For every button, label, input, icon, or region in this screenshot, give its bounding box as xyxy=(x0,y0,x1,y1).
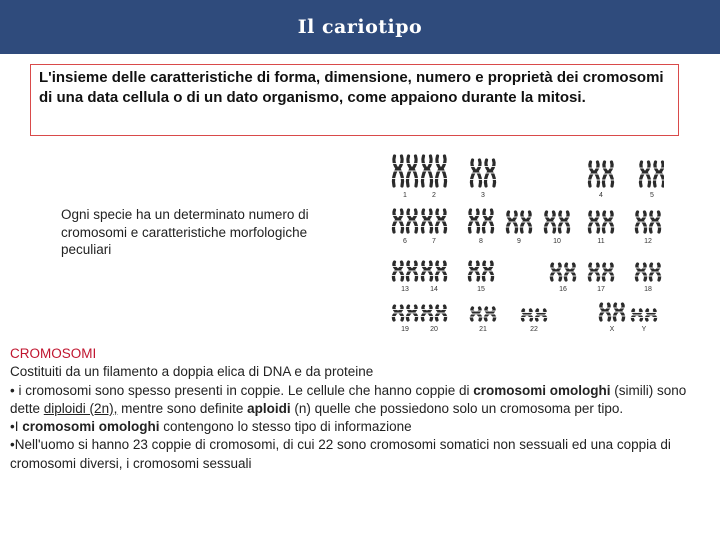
chromosome-pair xyxy=(421,156,447,186)
chromosome-label: 16 xyxy=(559,286,567,293)
chromosome-pair xyxy=(392,156,418,186)
chromosome-pair xyxy=(392,262,418,280)
chromosome-pair xyxy=(588,264,614,280)
title-bar xyxy=(0,0,720,54)
body-text xyxy=(10,345,710,473)
text-segment: (simili) sono dette xyxy=(10,382,687,416)
chromosome-pair xyxy=(550,264,576,280)
chromosome-pair xyxy=(470,160,496,186)
chromosome-label: 14 xyxy=(430,286,438,293)
chromosome-label: 5 xyxy=(650,192,654,199)
chromosome-pair xyxy=(635,264,661,280)
paragraph-human: •Nell'uomo si hanno 23 coppie di cromosomi, di cui 22 sono cromosomi somatici non sessuali ed una coppia di cromosomi diversi, i cromosomi sessuali xyxy=(10,437,671,471)
chromosome-label: 21 xyxy=(479,326,487,333)
definition-line: Costituiti da un filamento a doppia elica di DNA e da proteine xyxy=(10,364,374,380)
bold-term: cromosomi omologhi xyxy=(473,382,611,398)
chromosome-label: Y xyxy=(641,326,647,333)
chromosome-pair xyxy=(588,212,614,232)
paragraph-pairs xyxy=(10,382,710,419)
karyotype-figure xyxy=(386,150,664,334)
chromosome-pair xyxy=(392,306,418,320)
chromosome-label: 15 xyxy=(477,286,485,293)
chromosome-label: 11 xyxy=(597,238,605,245)
text-segment: • i cromosomi sono spesso presenti in coppie. Le cellule che hanno coppie di xyxy=(10,382,474,398)
chromosome-pair xyxy=(421,262,447,280)
chromosome-label: 10 xyxy=(553,238,561,245)
karyotype-image xyxy=(386,150,664,334)
chromosome-label: 19 xyxy=(401,326,409,333)
chromosome-pair xyxy=(588,162,614,186)
chromosome-label: 12 xyxy=(644,238,652,245)
chromosome-label: 8 xyxy=(479,238,483,245)
definition-box: L'insieme delle caratteristiche di forma, dimensione, numero e proprietà dei cromosomi di una data cellula o di un dato organismo, come appaiono durante la mitosi. xyxy=(30,64,679,136)
chromosome-label: X xyxy=(609,326,615,333)
underlined-term: diploidi (2n), xyxy=(43,400,118,416)
chromosome-pair xyxy=(470,308,496,320)
chromosome-label: 13 xyxy=(401,286,409,293)
chromosome-label: 7 xyxy=(432,238,436,245)
chromosome-label: 9 xyxy=(517,238,521,245)
chromosome-label: 1 xyxy=(403,192,407,199)
chromosome-pair xyxy=(521,310,547,320)
chromosome-label: 22 xyxy=(530,326,538,333)
chromosome-pair xyxy=(631,310,657,320)
chromosome-label: 17 xyxy=(597,286,605,293)
page-title: Il cariotipo xyxy=(297,16,423,38)
chromosome-label: 4 xyxy=(599,192,603,199)
chromosome-pair xyxy=(544,212,570,232)
text-segment: (n) quelle che possiedono solo un cromosoma per tipo. xyxy=(290,400,624,416)
chromosome-pair xyxy=(639,162,664,186)
chromosome-pair xyxy=(468,262,494,280)
chromosome-label: 2 xyxy=(432,192,436,199)
text-segment: contengono lo stesso tipo di informazione xyxy=(159,419,412,435)
chromosome-label: 20 xyxy=(430,326,438,333)
section-heading: CROMOSOMI xyxy=(10,346,97,361)
species-note: Ogni specie ha un determinato numero di cromosomi e caratteristiche morfologiche peculiari xyxy=(61,207,309,257)
chromosome-pair xyxy=(421,306,447,320)
chromosome-label: 6 xyxy=(403,238,407,245)
bold-term: cromosomi omologhi xyxy=(22,419,160,435)
chromosome-pair xyxy=(421,210,447,232)
chromosome-pair xyxy=(635,212,661,232)
chromosome-pair xyxy=(506,212,532,232)
text-segment: •I xyxy=(10,419,23,435)
chromosome-pair xyxy=(468,210,494,232)
chromosome-label: 18 xyxy=(644,286,652,293)
chromosome-pair xyxy=(599,304,625,320)
text-segment: mentre sono definite xyxy=(117,400,248,416)
chromosome-pair xyxy=(392,210,418,232)
chromosome-label: 3 xyxy=(481,192,485,199)
paragraph-homologous xyxy=(10,418,710,436)
bold-term: aploidi xyxy=(247,400,291,416)
